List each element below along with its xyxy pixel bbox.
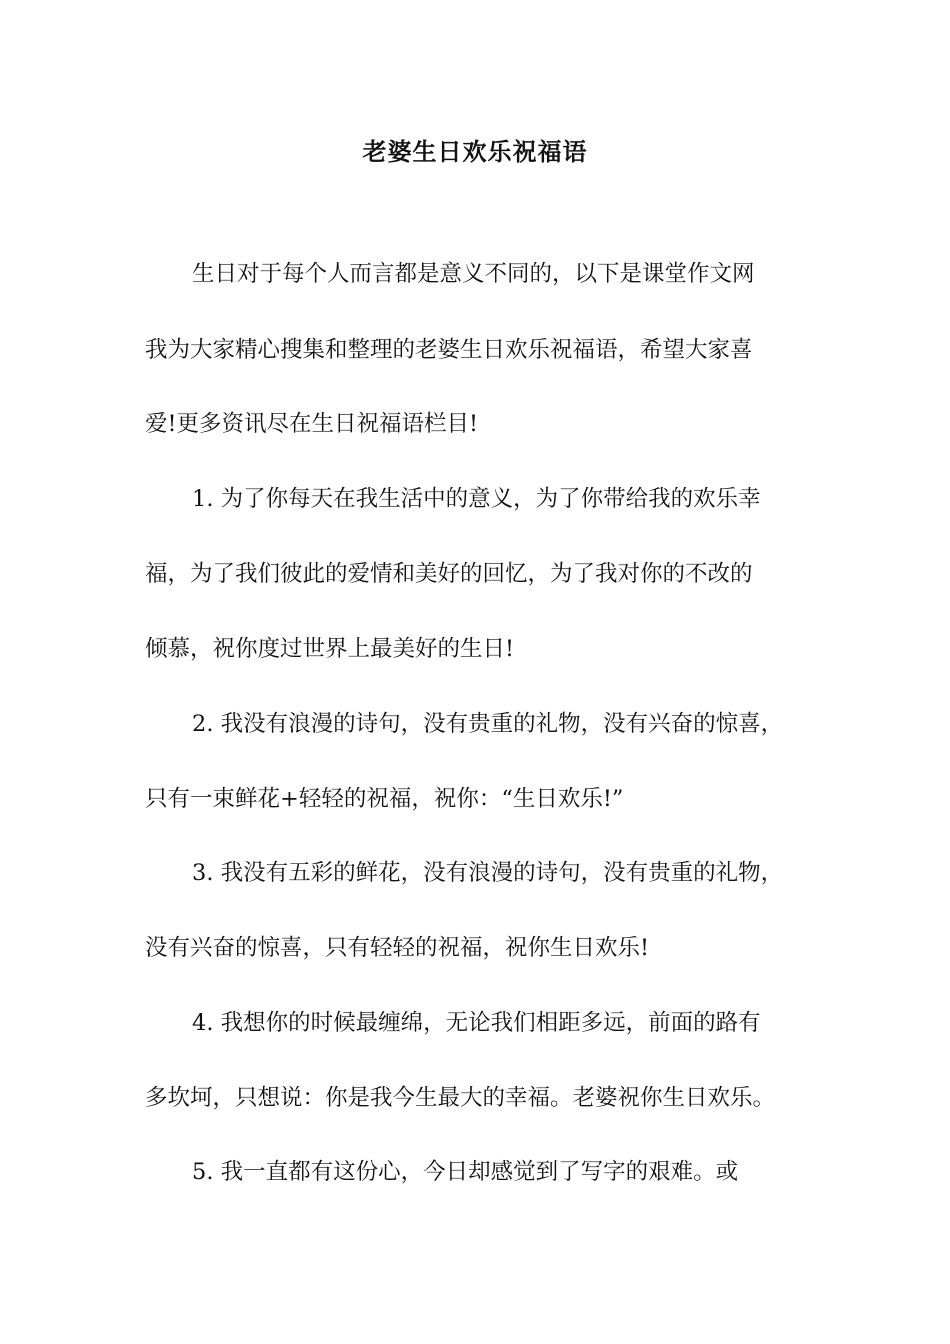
paragraph-line: 3. 我没有五彩的鲜花，没有浪漫的诗句，没有贵重的礼物， bbox=[192, 860, 784, 886]
paragraph-line: 我为大家精心搜集和整理的老婆生日欢乐祝福语，希望大家喜 bbox=[145, 337, 753, 363]
paragraph-line: 4. 我想你的时候最缠绵，无论我们相距多远，前面的路有 bbox=[192, 1010, 761, 1036]
paragraph-line: 倾慕，祝你度过世界上最美好的生日! bbox=[145, 636, 515, 662]
paragraph-line: 福，为了我们彼此的爱情和美好的回忆，为了我对你的不改的 bbox=[145, 561, 753, 587]
paragraph-line: 爱!更多资讯尽在生日祝福语栏目! bbox=[145, 411, 479, 437]
paragraph-line: 只有一束鲜花+轻轻的祝福，祝你：“生日欢乐!” bbox=[145, 786, 624, 812]
paragraph-line: 2. 我没有浪漫的诗句，没有贵重的礼物，没有兴奋的惊喜， bbox=[192, 711, 784, 737]
paragraph-line: 生日对于每个人而言都是意义不同的，以下是课堂作文网 bbox=[192, 261, 755, 287]
paragraph-line: 5. 我一直都有这份心，今日却感觉到了写字的艰难。或 bbox=[192, 1159, 739, 1185]
paragraph-line: 没有兴奋的惊喜，只有轻轻的祝福，祝你生日欢乐! bbox=[145, 935, 650, 961]
document-title: 老婆生日欢乐祝福语 bbox=[362, 137, 588, 166]
paragraph-line: 1. 为了你每天在我生活中的意义，为了你带给我的欢乐幸 bbox=[192, 486, 761, 512]
paragraph-line: 多坎坷，只想说：你是我今生最大的幸福。老婆祝你生日欢乐。 bbox=[145, 1085, 776, 1111]
